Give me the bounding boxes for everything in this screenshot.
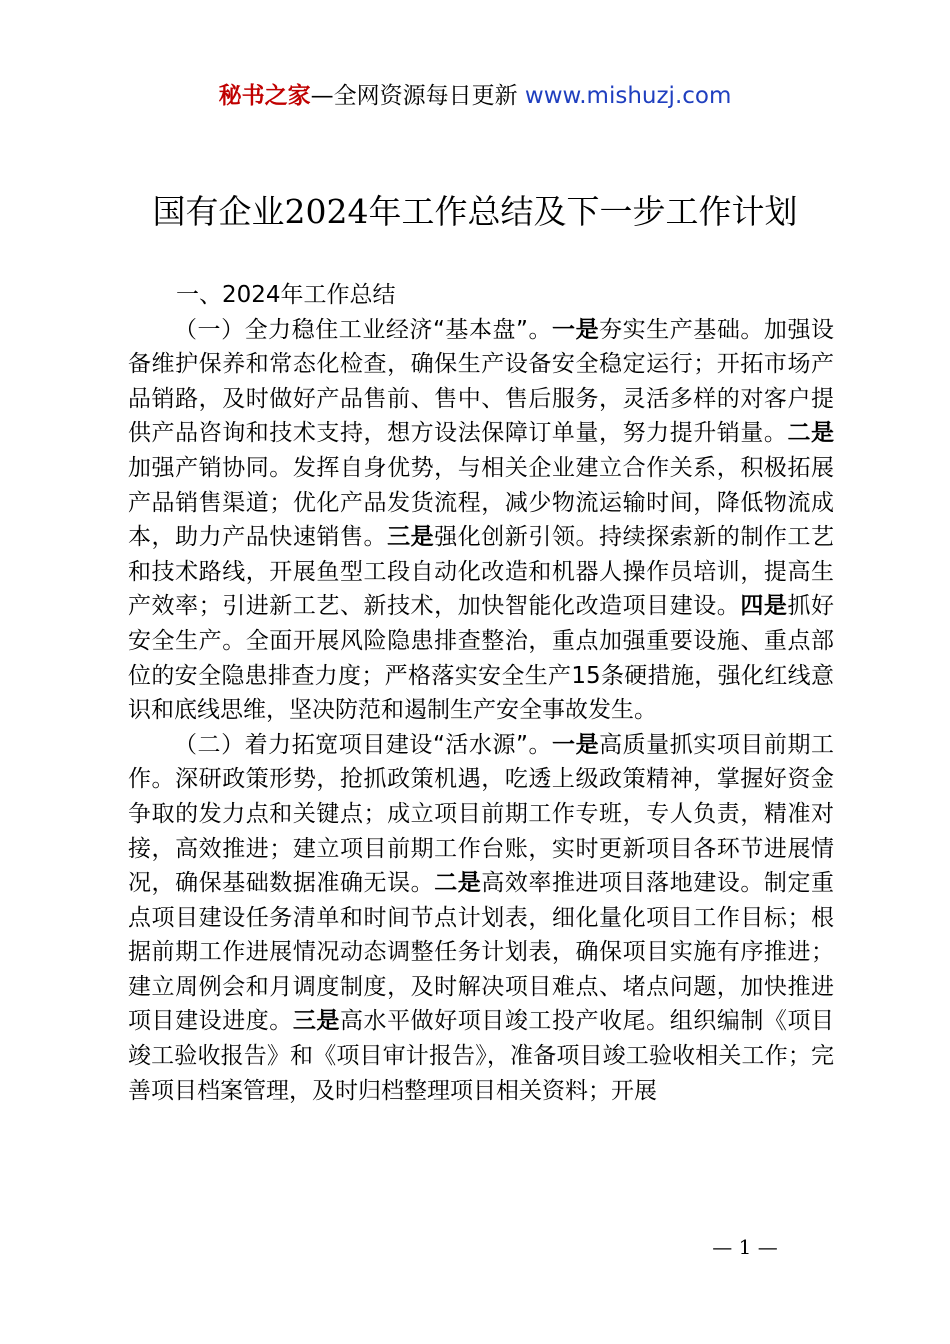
document-body (128, 278, 834, 1108)
paragraph-lead: （一）全力稳住工业经济“基本盘”。 (174, 316, 553, 343)
paragraph-text: 抓好安全生产。全面开展风险隐患排查整治，重点加强重要设施、重点部位的安全隐患排查力度；严格落实安全生产15条硬措施，强化红线意识和底线思维，坚决防范和遏制生产安全事故发生。 (128, 593, 835, 724)
section-heading: 一、2024年工作总结 (176, 282, 396, 308)
document-title: 国有企业2024年工作总结及下一步工作计划 (152, 192, 798, 231)
paragraph-text: 夯实生产基础。加强设备维护保养和常态化检查，确保生产设备安全稳定运行；开拓市场产品销路，及时做好产品售前、售中、售后服务，灵活多样的对客户提供产品咨询和技术支持，想方设法保障订单量，努力提升销量。 (128, 316, 835, 447)
paragraph-text: 加强产销协同。发挥自身优势，与相关企业建立合作关系，积极拓展产品销售渠道；优化产品发货流程，减少物流运输时间，降低物流成本，助力产品快速销售。 (128, 454, 834, 551)
paragraph-text: 高水平做好项目竣工投产收尾。组织编制《项目竣工验收报告》和《项目审计报告》，准备项目竣工验收相关工作；完善项目档案管理，及时归档整理项目相关资料；开展 (128, 1008, 835, 1104)
page-number: — 1 — (712, 1235, 778, 1259)
paragraph-text: 高质量抓实项目前期工作。深研政策形势，抢抓政策机遇，吃透上级政策精神，掌握好资金争取的发力点和关键点；成立项目前期工作专班，专人负责，精准对接，高效推进；建立项目前期工作台账，实时更新项目各环节进展情况，确保基础数据准确无误。 (128, 731, 835, 897)
paragraph-industrial-economy (128, 313, 834, 728)
keyword-third: 三是 (387, 524, 435, 551)
keyword-second: 二是 (434, 870, 482, 897)
site-url-link[interactable]: www.mishuzj.com (524, 83, 732, 109)
paragraph-text: 高效率推进项目落地建设。制定重点项目建设任务清单和时间节点计划表，细化量化项目工作目标；根据前期工作进展情况动态调整任务计划表，确保项目实施有序推进；建立周例会和月调度制度，及时解决项目难点、堵点问题，加快推进项目建设进度。 (128, 870, 835, 1035)
keyword-third: 三是 (292, 1008, 340, 1035)
keyword-fourth: 四是 (740, 593, 788, 620)
paragraph-project-construction (128, 728, 834, 1109)
header-tagline: —全网资源每日更新 (310, 83, 525, 109)
keyword-first: 一是 (552, 316, 600, 343)
keyword-first: 一是 (552, 731, 600, 758)
site-header (0, 78, 950, 114)
keyword-second: 二是 (787, 420, 835, 447)
brand-name: 秘书之家 (218, 83, 311, 109)
paragraph-text: 强化创新引领。持续探索新的制作工艺和技术路线，开展鱼型工段自动化改造和机器人操作员培训，提高生产效率；引进新工艺、新技术，加快智能化改造项目建设。 (128, 524, 835, 620)
paragraph-lead: （二）着力拓宽项目建设“活水源”。 (174, 731, 553, 758)
